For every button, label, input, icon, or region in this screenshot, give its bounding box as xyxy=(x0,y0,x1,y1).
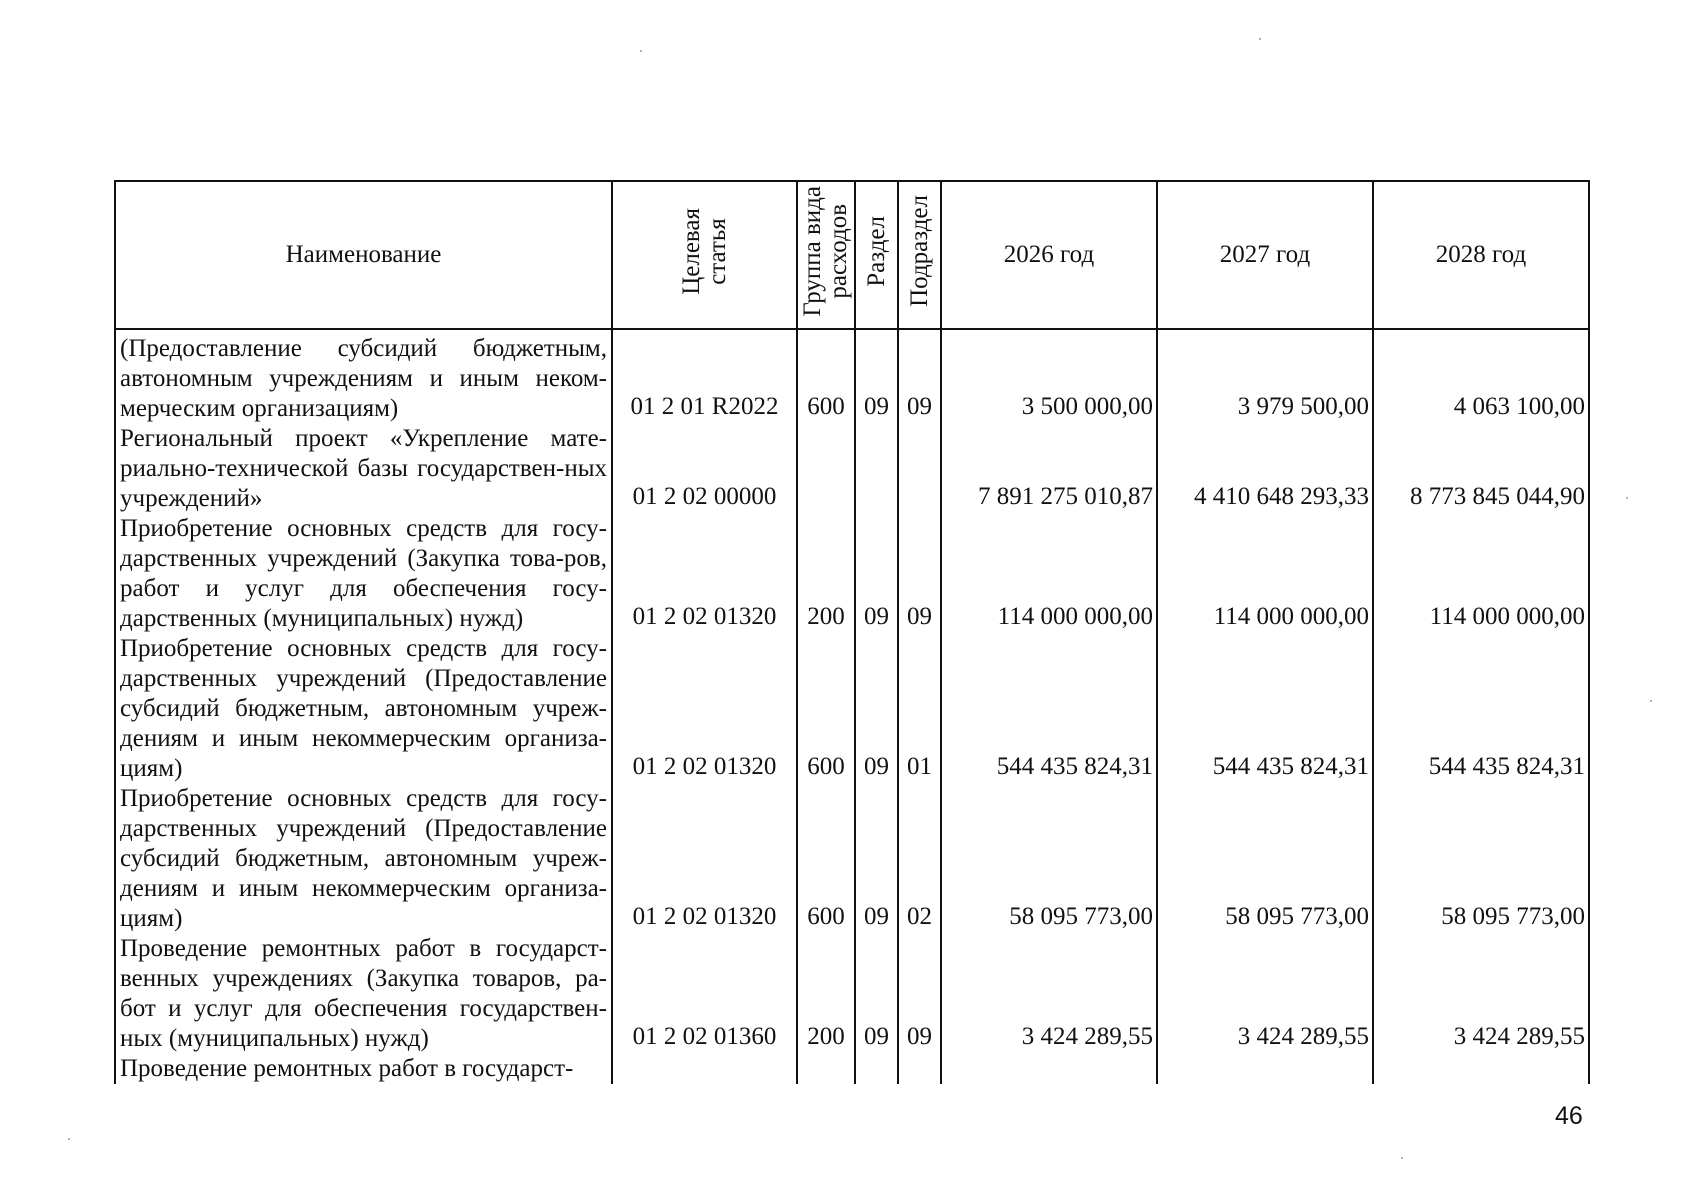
header-subsection-text: Подраздел xyxy=(905,195,933,307)
row-section: 09 xyxy=(855,934,898,1054)
row-amount-2028 xyxy=(1373,1054,1589,1084)
header-expense-group-text xyxy=(800,186,852,317)
header-name-text: Наименование xyxy=(285,241,442,268)
scan-speck xyxy=(1401,1157,1403,1159)
row-amount-2028: 8 773 845 044,90 xyxy=(1373,424,1589,514)
header-section-text: Раздел xyxy=(862,215,890,287)
row-target-article xyxy=(612,1054,797,1084)
scan-speck xyxy=(640,50,642,52)
header-target-article-line2: статья xyxy=(703,217,731,285)
header-year-2027 xyxy=(1157,181,1373,329)
page-number: 46 xyxy=(1555,1102,1583,1130)
row-amount-2026: 114 000 000,00 xyxy=(941,514,1157,634)
scan-speck xyxy=(1650,700,1652,702)
row-subsection: 01 xyxy=(898,634,941,784)
row-expense-group: 600 xyxy=(797,329,855,424)
row-subsection xyxy=(898,1054,941,1084)
row-section: 09 xyxy=(855,329,898,424)
scan-speck xyxy=(1626,497,1628,499)
header-target-article-text xyxy=(679,208,731,295)
table-row xyxy=(115,934,1589,1054)
header-subsection xyxy=(898,181,941,329)
header-expense-group-line1: Группа вида xyxy=(799,185,826,317)
budget-table xyxy=(114,180,1590,1084)
row-subsection: 09 xyxy=(898,934,941,1054)
row-amount-2026: 7 891 275 010,87 xyxy=(941,424,1157,514)
scan-speck xyxy=(1259,38,1261,40)
row-target-article: 01 2 02 01320 xyxy=(612,514,797,634)
header-year-2028 xyxy=(1373,181,1589,329)
row-amount-2027: 3 979 500,00 xyxy=(1157,329,1373,424)
row-name: Приобретение основных средств для госу-дарственных учреждений (Предоставление субсидий бюджетным, автономным учреж-дениям и иным некоммерческим организа-циям) xyxy=(115,784,612,934)
row-target-article: 01 2 02 01320 xyxy=(612,634,797,784)
row-name: Региональный проект «Укрепление мате-риально-технической базы государствен-ных учреждений» xyxy=(115,424,612,514)
header-expense-group xyxy=(797,181,855,329)
table-row xyxy=(115,329,1589,424)
table-header-row xyxy=(115,181,1589,329)
row-amount-2028: 3 424 289,55 xyxy=(1373,934,1589,1054)
row-expense-group xyxy=(797,1054,855,1084)
header-expense-group-line2: расходов xyxy=(825,203,852,299)
row-amount-2026: 3 500 000,00 xyxy=(941,329,1157,424)
row-amount-2028: 114 000 000,00 xyxy=(1373,514,1589,634)
row-amount-2027: 4 410 648 293,33 xyxy=(1157,424,1373,514)
row-target-article: 01 2 02 01360 xyxy=(612,934,797,1054)
row-amount-2026: 544 435 824,31 xyxy=(941,634,1157,784)
row-expense-group xyxy=(797,424,855,514)
row-amount-2028: 58 095 773,00 xyxy=(1373,784,1589,934)
row-name: Приобретение основных средств для госу-дарственных учреждений (Закупка това-ров, работ и услуг для обеспечения госу-дарственных (муниципальных) нужд) xyxy=(115,514,612,634)
row-amount-2026 xyxy=(941,1054,1157,1084)
row-name: Проведение ремонтных работ в государст-венных учреждениях (Закупка товаров, ра-бот и услуг для обеспечения государствен-ных (муниципальных) нужд) xyxy=(115,934,612,1054)
header-target-article xyxy=(612,181,797,329)
table-row xyxy=(115,1054,1589,1084)
row-amount-2027 xyxy=(1157,1054,1373,1084)
header-name xyxy=(115,181,612,329)
row-subsection: 02 xyxy=(898,784,941,934)
row-name: (Предоставление субсидий бюджетным, автономным учреждениям и иным неком-мерческим организациям) xyxy=(115,329,612,424)
row-section: 09 xyxy=(855,514,898,634)
row-amount-2028: 4 063 100,00 xyxy=(1373,329,1589,424)
header-year-2028-text: 2028 год xyxy=(1435,241,1527,268)
header-target-article-line1: Целевая xyxy=(677,207,705,295)
row-amount-2027: 58 095 773,00 xyxy=(1157,784,1373,934)
row-name: Приобретение основных средств для госу-дарственных учреждений (Предоставление субсидий бюджетным, автономным учреж-дениям и иным некоммерческим организа-циям) xyxy=(115,634,612,784)
header-year-2026-text: 2026 год xyxy=(1003,241,1095,268)
row-amount-2027: 3 424 289,55 xyxy=(1157,934,1373,1054)
row-name: Проведение ремонтных работ в государст- xyxy=(115,1054,612,1084)
table-row xyxy=(115,634,1589,784)
row-target-article: 01 2 02 01320 xyxy=(612,784,797,934)
header-section xyxy=(855,181,898,329)
scan-speck xyxy=(68,1138,70,1140)
row-amount-2028: 544 435 824,31 xyxy=(1373,634,1589,784)
row-expense-group: 200 xyxy=(797,934,855,1054)
row-amount-2027: 114 000 000,00 xyxy=(1157,514,1373,634)
table-row xyxy=(115,784,1589,934)
row-target-article: 01 2 01 R2022 xyxy=(612,329,797,424)
row-subsection: 09 xyxy=(898,514,941,634)
table-row xyxy=(115,424,1589,514)
row-expense-group: 600 xyxy=(797,634,855,784)
row-section: 09 xyxy=(855,784,898,934)
row-section xyxy=(855,1054,898,1084)
row-subsection: 09 xyxy=(898,329,941,424)
row-target-article: 01 2 02 00000 xyxy=(612,424,797,514)
row-amount-2026: 3 424 289,55 xyxy=(941,934,1157,1054)
row-amount-2027: 544 435 824,31 xyxy=(1157,634,1373,784)
row-section: 09 xyxy=(855,634,898,784)
header-year-2027-text: 2027 год xyxy=(1219,241,1311,268)
row-amount-2026: 58 095 773,00 xyxy=(941,784,1157,934)
row-subsection xyxy=(898,424,941,514)
header-year-2026 xyxy=(941,181,1157,329)
table-row xyxy=(115,514,1589,634)
row-expense-group: 600 xyxy=(797,784,855,934)
row-section xyxy=(855,424,898,514)
row-expense-group: 200 xyxy=(797,514,855,634)
